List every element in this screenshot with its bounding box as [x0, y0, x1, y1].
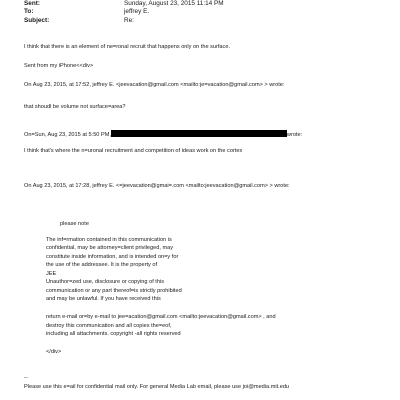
disclaimer-line-5: JEE: [46, 271, 57, 277]
body-line-cortex: I think that's where the n=uronal recruitment and competition of ideas work on the cortex: [24, 148, 243, 154]
header-sent-row: [24, 0, 224, 8]
disclaimer-line-4: the use of the addressee. It is the property of: [46, 262, 158, 268]
return-line-1: return e-mail or=by e-mail to jee=acation@gmail.com <mailto:jeevacation@gmail.com> , and: [46, 314, 276, 320]
disclaimer-line-8: and may be unlawful. If you have received this: [46, 296, 161, 302]
disclaimer-line-7: communication or any part thereof=is strictly prohibited: [46, 288, 182, 294]
sent-label: Sent:: [24, 0, 40, 7]
disclaimer-line-2: confidential, may be attorney=client privileged, may: [46, 245, 174, 251]
disclaimer-line-1: The inf=rmation contained in this communication is: [46, 237, 172, 243]
subject-label: Subject:: [24, 17, 50, 24]
to-label: To:: [24, 8, 34, 15]
quote-header-2-start: On=Sun, Aug 23, 2015 at 5:50 PM,: [24, 132, 111, 138]
div-close-tag: </div>: [46, 349, 62, 355]
subject-value: Re:: [124, 17, 134, 24]
return-line-2: destroy this communication and all copies the=eof,: [46, 323, 172, 329]
body-line-volume: that shoudl be volume not surface=area?: [24, 104, 126, 110]
disclaimer-line-6: Unauthor=zed use, disclosure or copying of this: [46, 279, 165, 285]
quote-header-2-end: wrote:: [286, 132, 303, 138]
sent-value: Sunday, August 23, 2015 11:14 PM: [124, 0, 224, 7]
body-line-quote-header-1: On Aug 23, 2015, at 17:52, jeffrey E. <jeevacation@gmail.com <mailto:je=vacation@gmail.com> > wrote:: [24, 82, 285, 88]
body-line-quote-header-3: On Aug 23, 2015, at 17:28, jeffrey E. <=jeevacation@gmai=.com <mailto:jeevacation@gmail.com> > wrote:: [24, 183, 290, 189]
body-line-sent-from: Sent from my iPhone<<div>: [24, 63, 94, 69]
to-value: jeffrey E.: [124, 8, 150, 15]
signature-separator: --: [24, 375, 28, 381]
redaction-bar: [111, 130, 287, 137]
body-line-neuronal: I think that there is an element of ne=ronal recruit that happens only on the surface.: [24, 44, 231, 50]
please-note: please note: [60, 221, 89, 227]
disclaimer-line-3: constitute inside information, and is intended on=y for: [46, 254, 179, 260]
header-to-row: [24, 8, 149, 16]
header-subject-row: [24, 17, 134, 25]
body-line-quote-header-2: [24, 130, 302, 139]
footer-line: Please use this e=ail for confidential mail only. For general Media Lab email, please use joi@media.mit.edu: [24, 384, 290, 390]
return-line-3: including all attachments. copyright -all rights reserved: [46, 331, 181, 337]
